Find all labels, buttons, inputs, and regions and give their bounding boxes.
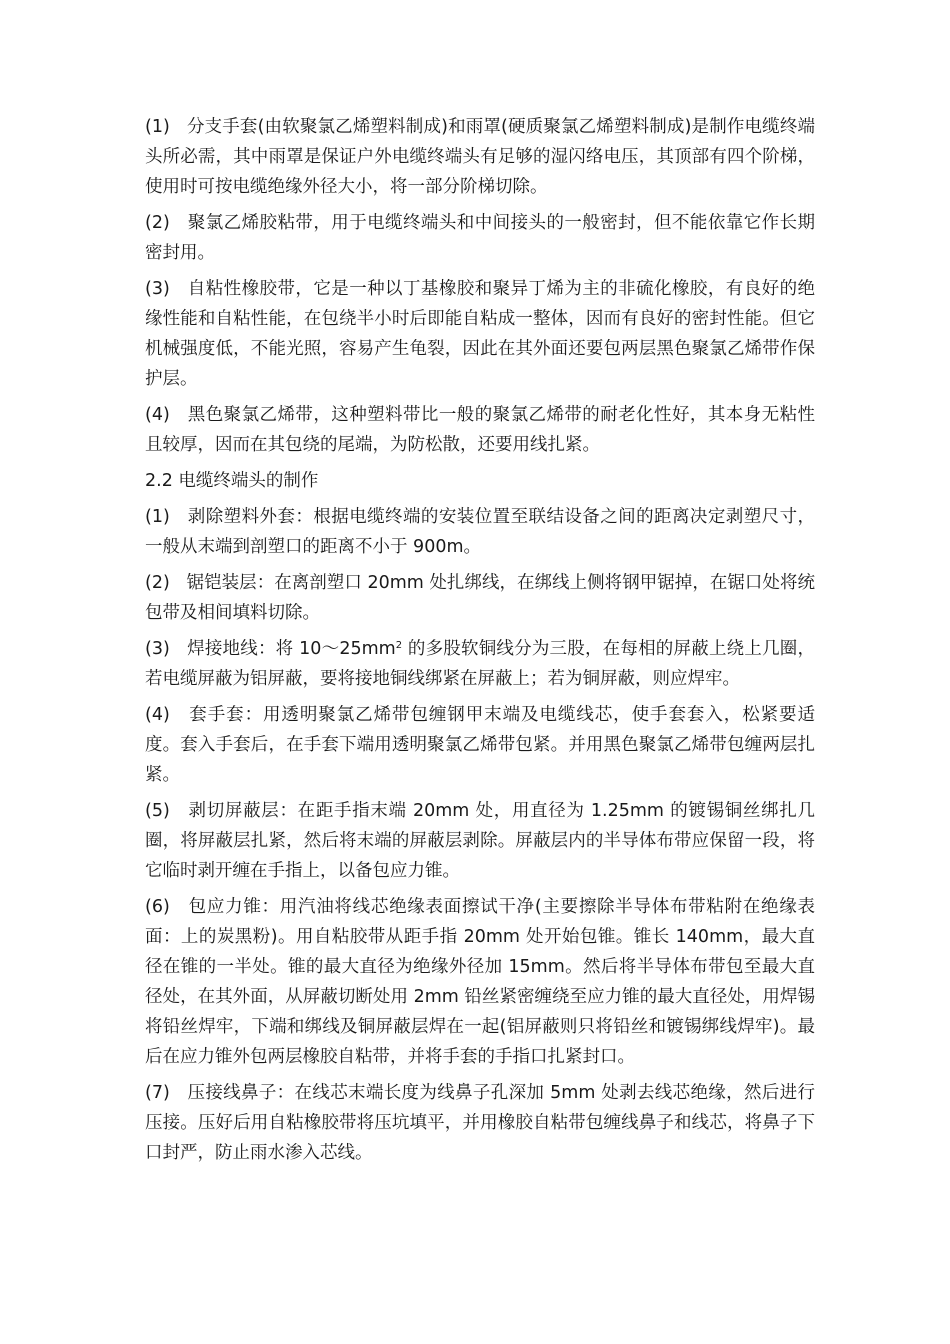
step-item	[145, 700, 815, 790]
step-text-before: 焊接地线：将 10～25mm	[187, 639, 396, 659]
step-number: (7)	[145, 1083, 170, 1103]
superscript: 2	[395, 640, 403, 651]
list-item	[145, 112, 815, 202]
item-text: 自粘性橡胶带，它是一种以丁基橡胶和聚异丁烯为主的非硫化橡胶，有良好的绝缘性能和自粘性能，在包绕半小时后即能自粘成一整体，因而有良好的密封性能。但它机械强度低，不能光照，容易产生龟裂，因此在其外面还要包两层黑色聚氯乙烯带作保护层。	[145, 279, 815, 389]
step-number: (2)	[145, 573, 170, 593]
item-number: (1)	[145, 117, 170, 137]
step-number: (5)	[145, 801, 170, 821]
step-item	[145, 892, 815, 1072]
step-text: 剥除塑料外套：根据电缆终端的安装位置至联结设备之间的距离决定剥塑尺寸，一般从末端到剖塑口的距离不小于 900m。	[145, 507, 815, 557]
step-text: 套手套：用透明聚氯乙烯带包缠钢甲末端及电缆线芯，使手套套入，松紧要适度。套入手套后，在手套下端用透明聚氯乙烯带包紧。并用黑色聚氯乙烯带包缠两层扎紧。	[145, 705, 815, 785]
section-title: 电缆终端头的制作	[178, 471, 319, 491]
step-item	[145, 634, 815, 694]
section-heading	[145, 466, 815, 496]
item-text: 黑色聚氯乙烯带，这种塑料带比一般的聚氯乙烯带的耐老化性好，其本身无粘性且较厚，因而在其包绕的尾端，为防松散，还要用线扎紧。	[145, 405, 815, 455]
document-page	[145, 112, 815, 1174]
step-text-after: 的多股软铜线分为三股，在每相的屏蔽上绕上几圈，若电缆屏蔽为铝屏蔽，要将接地铜线绑紧在屏蔽上；若为铜屏蔽，则应焊牢。	[145, 639, 815, 689]
item-text: 分支手套(由软聚氯乙烯塑料制成)和雨罩(硬质聚氯乙烯塑料制成)是制作电缆终端头所必需，其中雨罩是保证户外电缆终端头有足够的湿闪络电压，其顶部有四个阶梯，使用时可按电缆绝缘外径大小，将一部分阶梯切除。	[145, 117, 815, 197]
step-text: 包应力锥：用汽油将线芯绝缘表面擦试干净(主要擦除半导体布带粘附在绝缘表面：上的炭黑粉)。用自粘胶带从距手指 20mm 处开始包锥。锥长 140mm，最大直径在锥的一半处。锥的最大直径为绝缘外径加 15mm。然后将半导体布带包至最大直径处，在其外面，从屏蔽切断处用 2mm 铅丝紧密缠绕至应力锥的最大直径处，用焊锡将铅丝焊牢，下端和绑线及铜屏蔽层焊在一起(铝屏蔽则只将铅丝和镀锡绑线焊牢)。最后在应力锥外包两层橡胶自粘带，并将手套的手指口扎紧封口。	[145, 897, 815, 1067]
step-number: (6)	[145, 897, 170, 917]
item-number: (4)	[145, 405, 170, 425]
item-number: (2)	[145, 213, 170, 233]
list-item	[145, 274, 815, 394]
step-text: 剥切屏蔽层：在距手指末端 20mm 处，用直径为 1.25mm 的镀锡铜丝绑扎几圈，将屏蔽层扎紧，然后将末端的屏蔽层剥除。屏蔽层内的半导体布带应保留一段，将它临时剥开缠在手指上，以备包应力锥。	[145, 801, 815, 881]
step-number: (1)	[145, 507, 170, 527]
list-item	[145, 400, 815, 460]
step-item	[145, 502, 815, 562]
step-number: (4)	[145, 705, 170, 725]
step-number: (3)	[145, 639, 170, 659]
item-number: (3)	[145, 279, 170, 299]
section-number: 2.2	[145, 471, 173, 491]
step-item	[145, 796, 815, 886]
step-item	[145, 568, 815, 628]
step-item	[145, 1078, 815, 1168]
step-text: 锯铠装层：在离剖塑口 20mm 处扎绑线，在绑线上侧将钢甲锯掉，在锯口处将统包带及相间填料切除。	[145, 573, 815, 623]
step-text: 压接线鼻子：在线芯末端长度为线鼻子孔深加 5mm 处剥去线芯绝缘，然后进行压接。压好后用自粘橡胶带将压坑填平，并用橡胶自粘带包缠线鼻子和线芯，将鼻子下口封严，防止雨水渗入芯线。	[145, 1083, 815, 1163]
item-text: 聚氯乙烯胶粘带，用于电缆终端头和中间接头的一般密封，但不能依靠它作长期密封用。	[145, 213, 815, 263]
list-item	[145, 208, 815, 268]
